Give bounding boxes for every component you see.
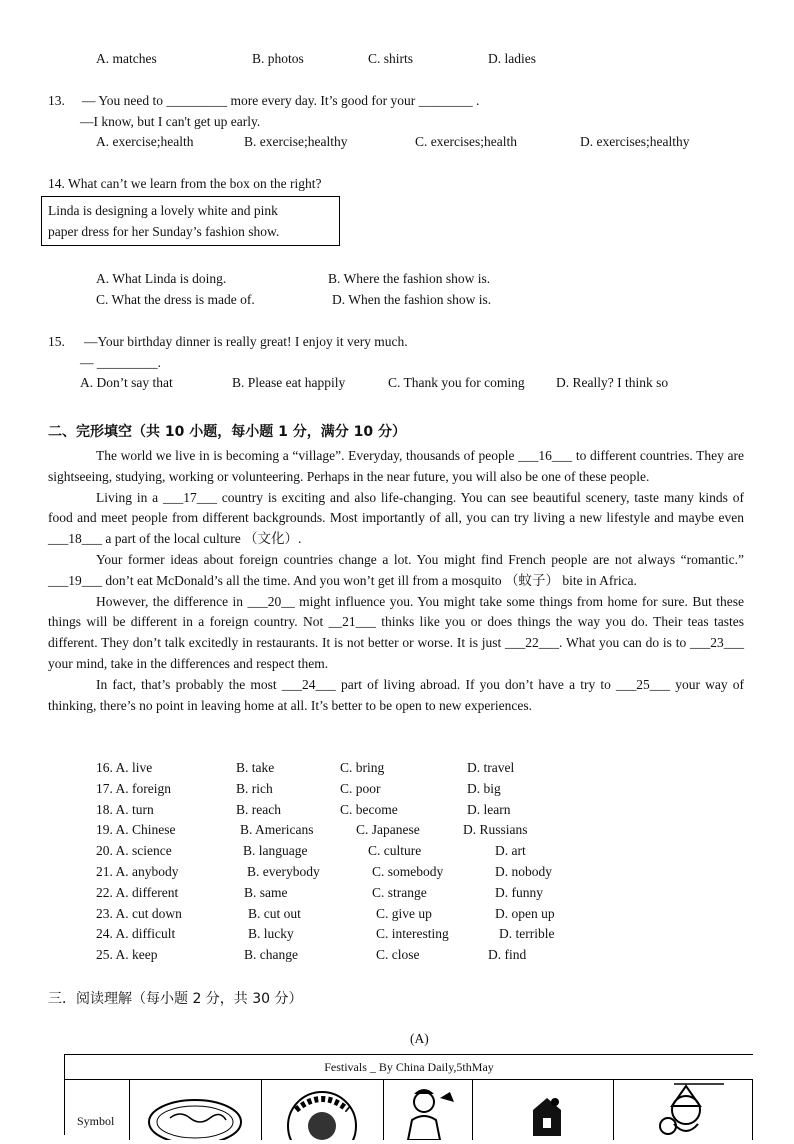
passage-a-label: (A) [410,1031,429,1046]
cloze-option: D. find [488,947,527,962]
cloze-paragraph: Living in a ___17___ country is exciting and also life-changing. You can see beautiful scenery, taste many kinds of food and meet people from different backgrounds. Most importantly of all, you can try living a new lifestyle and maybe even ___18___ a part of the local culture （文化）. [48,489,744,547]
cloze-option: B. rich [236,781,273,796]
q15-number: 15. [48,334,65,349]
table-cell-symbol [614,1080,753,1140]
q15-option-c: C. Thank you for coming [388,375,525,390]
q12-option-c: C. shirts [368,51,414,66]
cloze-option: B. same [244,885,288,900]
cloze-option: 24. A. difficult [96,926,176,941]
cloze-option: 21. A. anybody [96,864,179,879]
cloze-option: 19. A. Chinese [96,822,176,837]
q14-stem: 14. What can’t we learn from the box on the right? [48,176,322,191]
q14-option-d: D. When the fashion show is. [332,292,492,307]
cloze-option: B. lucky [248,926,294,941]
table-cell-symbol [262,1080,384,1140]
cloze-option: 17. A. foreign [96,781,171,796]
cloze-option: B. change [244,947,298,962]
q14-option-a: A. What Linda is doing. [96,271,227,286]
q13-number: 13. [48,93,65,108]
q14-option-b: B. Where the fashion show is. [328,271,491,286]
cloze-option: 25. A. keep [96,947,158,962]
table-cell-symbol [384,1080,473,1140]
q13-line1: — You need to _________ more every day. It’s good for your ________ . [82,93,480,108]
table-cell-symbol [130,1080,262,1140]
q15-line1: —Your birthday dinner is really great! I enjoy it very much. [84,334,408,349]
q15-line2: — _________. [80,355,161,370]
thanksgiving-symbol-image [262,1080,383,1140]
q14-box-line2: paper dress for her Sunday’s fashion show. [48,224,280,239]
cloze-option: D. terrible [499,926,555,941]
cloze-paragraph: In fact, that’s probably the most ___24___ part of living abroad. If you don’t have a try to ___25___ your way of thinking, there’s no point in leaving home at all. It’s better to be open to new experiences. [48,676,744,713]
q12-option-d: D. ladies [488,51,536,66]
cloze-option: D. nobody [495,864,552,879]
cloze-option: C. close [376,947,420,962]
festival-symbol-image [130,1080,261,1140]
cloze-option: D. art [495,843,526,858]
q12-option-a: A. matches [96,51,157,66]
cloze-paragraph: The world we live in is becoming a “village”. Everyday, thousands of people ___16___ to different countries. They are sightseeing, studying, working or volunteering. Perhaps in the near future, you will also be one of these people. [48,448,744,484]
santa-symbol-image [614,1080,752,1140]
q14-text-box [41,196,340,246]
cloze-option: C. somebody [372,864,444,879]
q15-option-a: A. Don’t say that [80,375,173,390]
q13-option-c: C. exercises;health [415,134,517,149]
q13-line2: —I know, but I can't get up early. [80,114,261,129]
q14-box-line1: Linda is designing a lovely white and pink [48,203,278,218]
cloze-paragraph: Your former ideas about foreign countries change a lot. You might find French people are not always “romantic.” ___19___ don’t eat McDonald’s all the time. And you won’t get ill from a mosquito （蚊子） bite in Africa. [48,551,744,588]
cloze-option: C. give up [376,906,432,921]
table-row-label: Symbol [77,1114,115,1128]
cloze-option: C. bring [340,760,385,775]
house-symbol-image [473,1080,613,1140]
q13-option-b: B. exercise;healthy [244,134,348,149]
cloze-option: 18. A. turn [96,802,154,817]
cloze-option: D. learn [467,802,511,817]
q14-option-c: C. What the dress is made of. [96,292,255,307]
cloze-option: D. travel [467,760,515,775]
cloze-option: 20. A. science [96,843,172,858]
cloze-option: 22. A. different [96,885,179,900]
cloze-option: D. Russians [463,822,528,837]
q13-option-d: D. exercises;healthy [580,134,690,149]
cloze-option: D. open up [495,906,555,921]
figure-symbol-image [384,1080,472,1140]
cloze-option: D. funny [495,885,543,900]
cloze-option: C. strange [372,885,427,900]
cloze-option: C. poor [340,781,381,796]
cloze-passage [48,446,744,716]
q13-option-a: A. exercise;health [96,134,194,149]
cloze-option: C. become [340,802,398,817]
cloze-paragraph: However, the difference in ___20__ might influence you. You might take some things from home for sure. But these things will be different in a foreign country. Not __21___ thinks like you or does things the way you do. Their teas tastes different. They don’t talk excitedly in restaurants. It is not better or worse. It is just ___22___. What you can do is to ___23___ your mind, take in the differences and respect them. [48,593,744,671]
table-cell-symbol [473,1080,614,1140]
cloze-option: C. Japanese [356,822,420,837]
q15-option-d: D. Really? I think so [556,375,669,390]
table-header: Festivals _ By China Daily,5thMay [65,1055,753,1080]
cloze-option: B. everybody [247,864,320,879]
cloze-option: 23. A. cut down [96,906,182,921]
cloze-option: D. big [467,781,501,796]
cloze-option: B. cut out [248,906,301,921]
q15-option-b: B. Please eat happily [232,375,346,390]
cloze-option: B. language [243,843,308,858]
cloze-option: 16. A. live [96,760,153,775]
section2-title: 二、完形填空（共 10 小题，每小题 1 分，满分 10 分） [48,424,406,440]
table-cell-label [65,1080,130,1140]
cloze-option: B. take [236,760,275,775]
cloze-option: C. culture [368,843,422,858]
q12-option-b: B. photos [252,51,304,66]
cloze-option: B. reach [236,802,281,817]
cloze-option: B. Americans [240,822,314,837]
section3-title: 三．阅读理解（每小题 2 分，共 30 分） [48,991,303,1007]
cloze-option: C. interesting [376,926,449,941]
